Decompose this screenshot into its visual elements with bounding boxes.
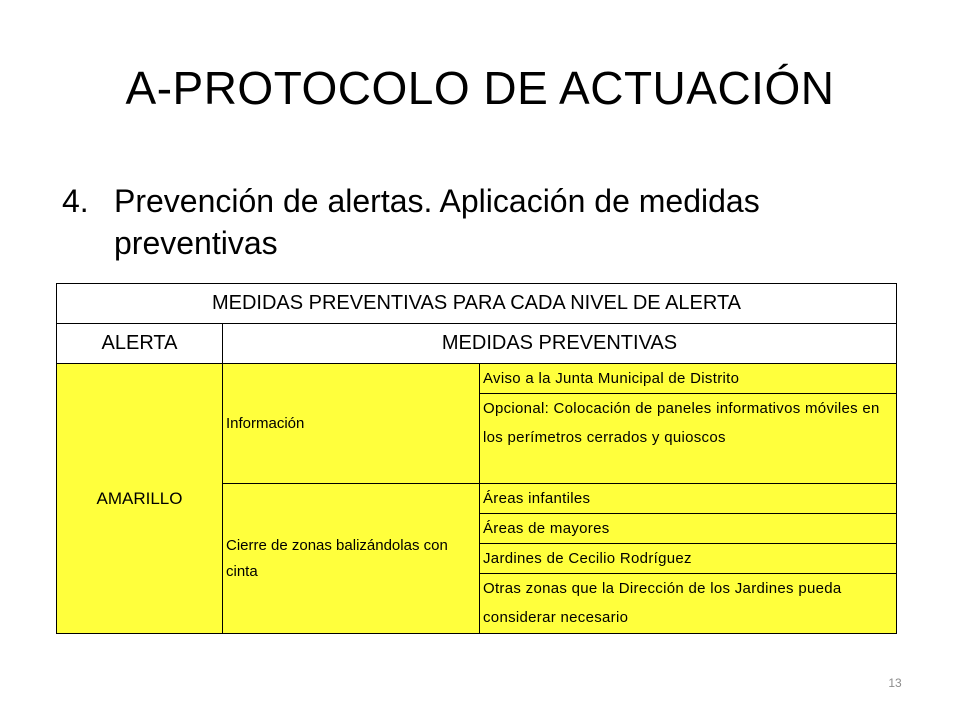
header-measures: MEDIDAS PREVENTIVAS [223, 324, 897, 364]
category-cierre-zonas: Cierre de zonas balizándolas con cinta [223, 484, 480, 634]
bullet-text: Prevención de alertas. Aplicación de medidas preventivas [114, 183, 760, 261]
measure-item: Jardines de Cecilio Rodríguez [480, 544, 897, 574]
table-header-row [57, 324, 897, 364]
slide-title: A-PROTOCOLO DE ACTUACIÓN [125, 62, 835, 114]
table-title-row [57, 284, 897, 324]
category-informacion: Información [223, 364, 480, 484]
measure-item: Aviso a la Junta Municipal de Distrito [480, 364, 897, 394]
table-row [57, 364, 897, 394]
alert-measures-table [56, 283, 897, 634]
measure-item: Áreas infantiles [480, 484, 897, 514]
page-number: 13 [888, 676, 902, 690]
bullet-number: 4. [62, 183, 89, 219]
alert-level-cell: AMARILLO [57, 364, 223, 634]
measure-item: Opcional: Colocación de paneles informativos móviles en los perímetros cerrados y quioscos [480, 394, 897, 484]
bullet-item [62, 180, 922, 264]
measure-item: Áreas de mayores [480, 514, 897, 544]
header-alert: ALERTA [57, 324, 223, 364]
measure-item: Otras zonas que la Dirección de los Jardines pueda considerar necesario [480, 574, 897, 634]
table-title: MEDIDAS PREVENTIVAS PARA CADA NIVEL DE ALERTA [57, 284, 897, 324]
